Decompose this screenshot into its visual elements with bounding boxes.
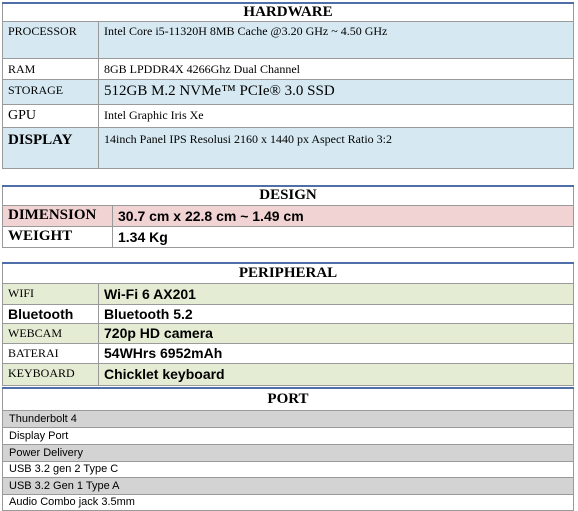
value-gpu: Intel Graphic Iris Xe	[99, 105, 574, 128]
value-wifi: Wi-Fi 6 AX201	[99, 283, 574, 304]
label-processor: PROCESSOR	[3, 22, 99, 59]
hardware-table	[2, 2, 574, 169]
label-display: DISPLAY	[3, 128, 99, 169]
port-item: Thunderbolt 4	[3, 410, 574, 427]
label-baterai: BATERAI	[3, 343, 99, 363]
value-keyboard: Chicklet keyboard	[99, 363, 574, 385]
label-webcam: WEBCAM	[3, 323, 99, 343]
port-item: USB 3.2 gen 2 Type C	[3, 461, 574, 477]
design-table	[2, 185, 574, 248]
port-item: USB 3.2 Gen 1 Type A	[3, 477, 574, 494]
label-dimension: DIMENSION	[3, 205, 113, 226]
label-storage: STORAGE	[3, 80, 99, 105]
peripheral-title: PERIPHERAL	[3, 263, 574, 283]
value-ram: 8GB LPDDR4X 4266Ghz Dual Channel	[99, 59, 574, 80]
value-dimension: 30.7 cm x 22.8 cm ~ 1.49 cm	[113, 205, 574, 226]
port-title: PORT	[3, 388, 574, 410]
design-title: DESIGN	[3, 186, 574, 205]
port-item: Display Port	[3, 427, 574, 444]
value-display: 14inch Panel IPS Resolusi 2160 x 1440 px Aspect Ratio 3:2	[99, 128, 574, 169]
hardware-title: HARDWARE	[3, 3, 574, 22]
value-weight: 1.34 Kg	[113, 226, 574, 247]
value-webcam: 720p HD camera	[99, 323, 574, 343]
value-bluetooth: Bluetooth 5.2	[99, 304, 574, 323]
value-storage: 512GB M.2 NVMe™ PCIe® 3.0 SSD	[99, 80, 574, 105]
port-item: Power Delivery	[3, 444, 574, 461]
label-keyboard: KEYBOARD	[3, 363, 99, 385]
label-gpu: GPU	[3, 105, 99, 128]
value-processor: Intel Core i5-11320H 8MB Cache @3.20 GHz ~ 4.50 GHz	[99, 22, 574, 59]
label-ram: RAM	[3, 59, 99, 80]
label-bluetooth: Bluetooth	[3, 304, 99, 323]
label-wifi: WIFI	[3, 283, 99, 304]
port-item: Audio Combo jack 3.5mm	[3, 494, 574, 510]
port-table	[2, 387, 574, 511]
peripheral-table	[2, 262, 574, 386]
value-baterai: 54WHrs 6952mAh	[99, 343, 574, 363]
label-weight: WEIGHT	[3, 226, 113, 247]
